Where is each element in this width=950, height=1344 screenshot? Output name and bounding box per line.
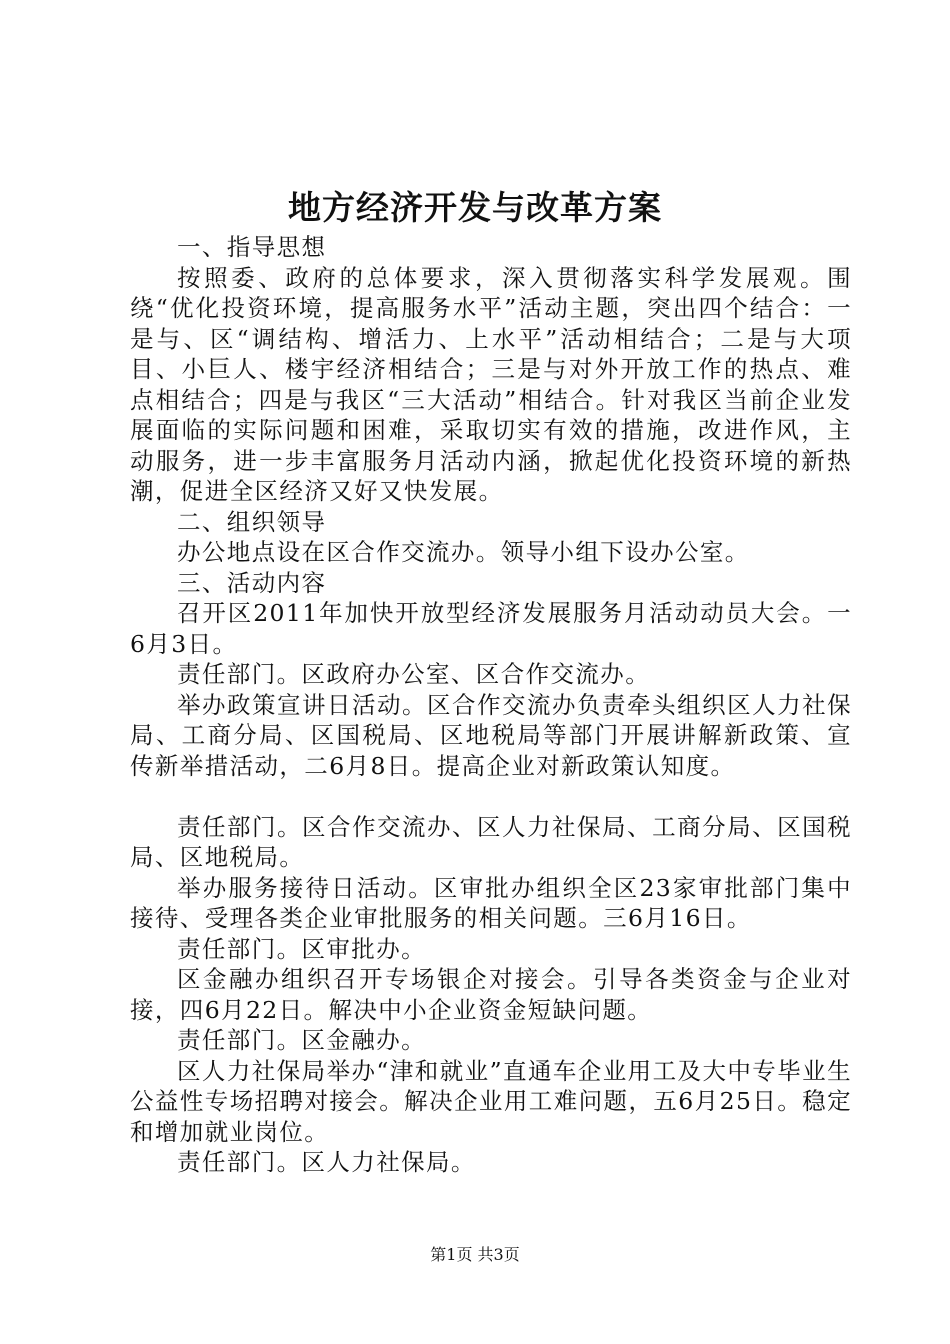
paragraph: 责任部门。区合作交流办、区人力社保局、工商分局、区国税局、区地税局。	[130, 812, 852, 871]
page-number-footer: 第1页 共3页	[430, 1245, 520, 1264]
paragraph: 举办服务接待日活动。区审批办组织全区23家审批部门集中接待、受理各类企业审批服务的相关问题。三6月16日。	[130, 873, 852, 932]
section-heading: 二、组织领导	[177, 507, 327, 536]
paragraph: 召开区2011年加快开放型经济发展服务月活动动员大会。一6月3日。	[130, 599, 852, 658]
paragraph: 按照委、政府的总体要求，深入贯彻落实科学发展观。围绕“优化投资环境，提高服务水平”活动主题，突出四个结合：一是与、区“调结构、增活力、上水平”活动相结合；二是与大项目、小巨人、楼宇经济相结合；三是与对外开放工作的热点、难点相结合；四是与我区“三大活动”相结合。针对我区当前企业发展面临的实际问题和困难，采取切实有效的措施，改进作风，主动服务，进一步丰富服务月活动内涵，掀起优化投资环境的新热潮，促进全区经济又好又快发展。	[130, 263, 852, 505]
document-body	[130, 232, 852, 1178]
paragraph: 办公地点设在区合作交流办。领导小组下设办公室。	[177, 538, 750, 566]
document-title: 地方经济开发与改革方案	[288, 188, 662, 227]
paragraph: 责任部门。区政府办公室、区合作交流办。	[177, 660, 651, 688]
paragraph: 区人力社保局举办“津和就业”直通车企业用工及大中专毕业生公益性专场招聘对接会。解决企业用工难问题，五6月25日。稳定和增加就业岗位。	[130, 1056, 852, 1146]
paragraph: 责任部门。区审批办。	[177, 934, 426, 963]
section-heading: 一、指导思想	[177, 233, 327, 261]
paragraph: 区金融办组织召开专场银企对接会。引导各类资金与企业对接，四6月22日。解决中小企业资金短缺问题。	[130, 965, 852, 1024]
section-heading: 三、活动内容	[177, 568, 327, 597]
paragraph: 举办政策宣讲日活动。区合作交流办负责牵头组织区人力社保局、工商分局、区国税局、区地税局等部门开展讲解新政策、宣传新举措活动，二6月8日。提高企业对新政策认知度。	[130, 690, 852, 780]
paragraph: 责任部门。区金融办。	[177, 1026, 426, 1054]
paragraph: 责任部门。区人力社保局。	[177, 1148, 476, 1176]
